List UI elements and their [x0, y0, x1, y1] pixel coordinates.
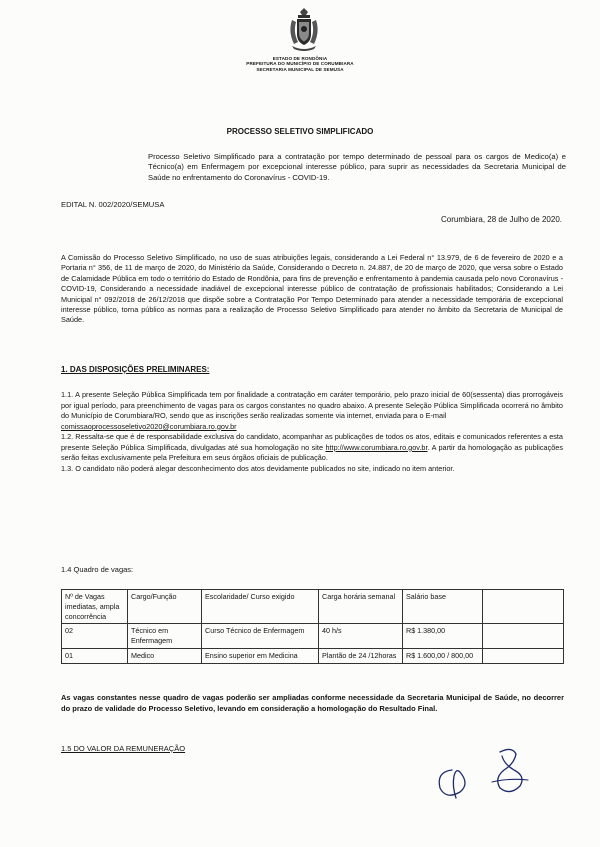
header-cell: Cargo/Função	[128, 590, 202, 624]
table-cell: Técnico em Enfermagem	[128, 624, 202, 649]
clause-1-2-text-a: 1.2. Ressalta-se que é de responsabilidade exclusiva do candidato, acompanhar as publicações de todos os atos, editais e comunicados referentes a esta presente Seleção Pública Simplificada, divulgadas até sua homologação no site	[61, 432, 563, 452]
municipal-coat-of-arms-icon	[286, 6, 322, 52]
header-cell: Salário base	[403, 590, 483, 624]
table-cell: 02	[62, 624, 128, 649]
clause-1-3: 1.3. O candidato não poderá alegar desconhecimento dos atos devidamente publicados no site, indicado no item anterior.	[61, 463, 455, 473]
empty-cell	[483, 648, 564, 663]
table-cell: 01	[62, 648, 128, 663]
vacancy-note: As vagas constantes nesse quadro de vagas poderão ser ampliadas conforme necessidade da Secretaria Municipal de Saúde, no decorrer do prazo de validade do Processo Seletivo, levando em consideração a homologação do Resultado Final.	[61, 693, 564, 713]
vacancy-table	[61, 589, 564, 664]
header-prefecture: PREFEITURA DO MUNICÍPIO DE CORUMBIARA	[246, 61, 354, 67]
section-1-heading-text: 1. DAS DISPOSIÇÕES PRELIMINARES:	[61, 365, 210, 374]
section-1-body	[61, 390, 563, 474]
table-row	[62, 624, 564, 649]
document-title: PROCESSO SELETIVO SIMPLIFICADO	[226, 127, 374, 136]
section-1-5-heading-text: 1.5 DO VALOR DA REMUNERAÇÃO	[61, 744, 186, 753]
document-date: Corumbiara, 28 de Julho de 2020.	[441, 215, 562, 224]
website-link[interactable]: http://www.corumbiara.ro.gov.br	[325, 442, 428, 452]
letterhead	[150, 56, 450, 72]
clause-1-1-text: 1.1. A presente Seleção Pública Simplificada tem por finalidade a contratação em caráter temporário, pelo prazo inicial de 60(sessenta) dias prorrogáveis por igual período, para preenchimento de vagas para os cargos constantes no quadro abaixo. A presente Seleção Pública Simplificada ocorrerá no âmbito do Município de Corumbiara/RO, sendo que as inscrições serão realizadas somente via internet, enviada para o E-mail	[61, 390, 563, 421]
subject-paragraph: Processo Seletivo Simplificado para a contratação por tempo determinado de pessoal para os cargos de Medico(a) e Técnico(a) em Enfermagem por excepcional interesse público, para suprir as necessidades da Secretaria Municipal de Saúde no enfrentamento do Coronavírus - COVID-19.	[148, 152, 566, 182]
section-1-heading	[61, 365, 209, 374]
table-cell: Curso Técnico de Enfermagem	[202, 624, 319, 649]
header-secretariat: SECRETARIA MUNICIPAL DE SEMUSA	[256, 66, 344, 72]
empty-header-cell	[483, 590, 564, 624]
header-cell: Carga horária semanal	[319, 590, 403, 624]
contact-email-link[interactable]: comissaoprocessoseletivo2020@corumbiara.ro.gov.br	[61, 421, 237, 431]
handwritten-initials-icon	[430, 742, 540, 802]
clause-1-1	[61, 390, 563, 432]
section-1-5-heading	[61, 744, 185, 753]
edital-number: EDITAL N. 002/2020/SEMUSA	[61, 200, 165, 209]
table-cell: 40 h/s	[319, 624, 403, 649]
header-cell: Nº de Vagas imediatas, ampla concorrência	[62, 590, 128, 624]
table-cell: Medico	[128, 648, 202, 663]
table-header-row	[62, 590, 564, 624]
table-cell: R$ 1.600,00 / 800,00	[403, 648, 483, 663]
header-state: ESTADO DE RONDÔNIA	[272, 56, 328, 61]
table-cell: Ensino superior em Medicina	[202, 648, 319, 663]
vacancy-table-label: 1.4 Quadro de vagas:	[61, 565, 134, 574]
header-cell: Escolaridade/ Curso exigido	[202, 590, 319, 624]
empty-cell	[483, 624, 564, 649]
table-cell: R$ 1.380,00	[403, 624, 483, 649]
clause-1-2	[61, 432, 563, 464]
table-row	[62, 648, 564, 663]
intro-paragraph: A Comissão do Processo Seletivo Simplificado, no uso de suas atribuições legais, considerando a Lei Federal n° 13.979, de 6 de fevereiro de 2020 e a Portaria n° 356, de 11 de março de 2020, do Ministério da Saúde, Considerando o Decreto n. 24.887, de 20 de março de 2020, que versa sobre o Estado de Calamidade Pública em todo o território do Estado de Rondônia, para fins de prevenção e enfrentamento à pandemia causada pelo novo Coronavírus - COVID-19, Considerando a necessidade inadiável de excepcional interesse público de contratação de profissionais habilitados; Considerando a Lei Municipal n° 092/2018 de 26/12/2018 que dispõe sobre a Contratação Por Tempo Determinado para atender a necessidade temporária de excepcional interesse público, torna público as normas para a realização de Processo Seletivo Simplificado para atender no âmbito da Secretaria de Municipal de Saúde.	[61, 253, 563, 325]
clause-1-2-text-b: . A partir da homologação as publicações serão feitas exclusivamente pela Prefeitura em seus órgãos oficiais de publicação.	[61, 442, 563, 463]
table-cell: Plantão de 24 /12horas	[319, 648, 403, 663]
